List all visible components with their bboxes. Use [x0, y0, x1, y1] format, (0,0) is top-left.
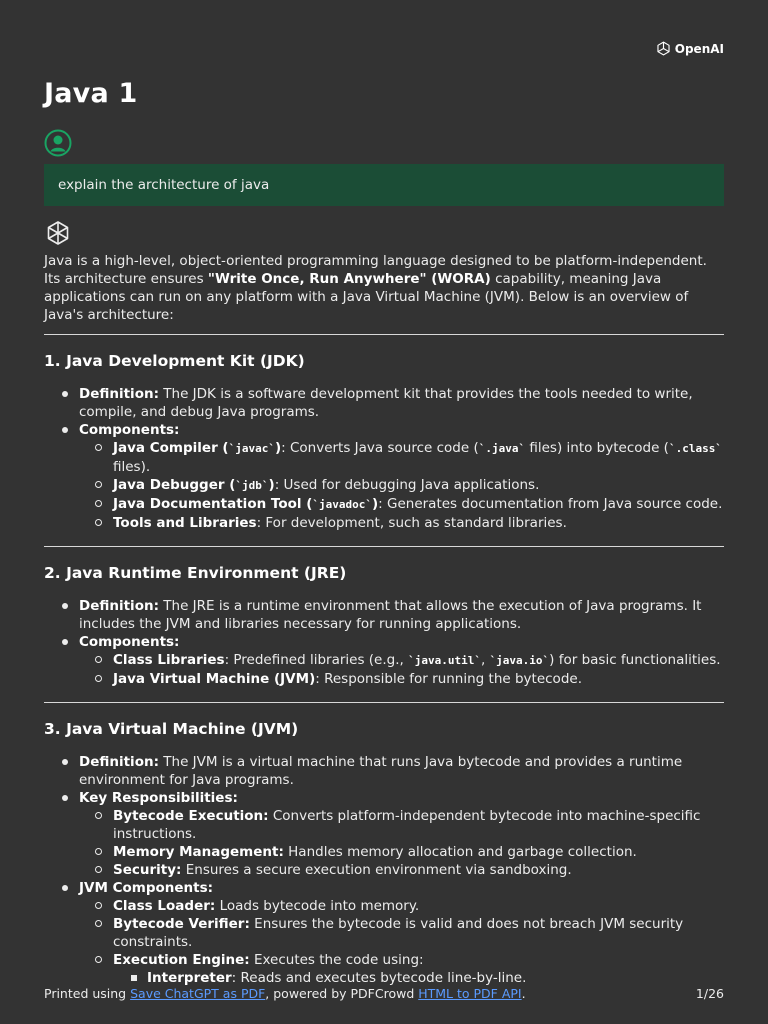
brand-name: OpenAI — [674, 41, 724, 56]
list-item: Java Compiler (`javac`): Converts Java source code (`.java` files) into bytecode (`.class` files). — [79, 439, 724, 476]
section-heading-jre: 2. Java Runtime Environment (JRE) — [44, 564, 347, 582]
list-item: Components: Class Libraries: Predefined libraries (e.g., `java.util`, `java.io`) for basic functionalities. Java Virtual Machine (JVM): Responsible for running the bytecode. — [44, 633, 724, 688]
chatgpt-avatar-icon — [44, 219, 72, 247]
list-item: Bytecode Execution: Converts platform-independent bytecode into machine-specific instructions. — [79, 807, 724, 843]
assistant-response — [44, 252, 724, 987]
brand — [655, 40, 724, 57]
list-item: Tools and Libraries: For development, such as standard libraries. — [79, 514, 724, 532]
user-prompt-text: explain the architecture of java — [58, 177, 270, 193]
list-item: Interpreter: Reads and executes bytecode line-by-line. — [113, 969, 724, 987]
page-title: Java 1 — [44, 78, 138, 109]
list-item: Bytecode Verifier: Ensures the bytecode is valid and does not breach JVM security constraints. — [79, 915, 724, 951]
list-item: Java Documentation Tool (`javadoc`): Generates documentation from Java source code. — [79, 495, 724, 514]
list-item: Components: Java Compiler (`javac`): Converts Java source code (`.java` files) into bytecode (`.class` files). Java Debugger (`jdb`): Used for debugging Java applications. Java Documentation Tool (`javadoc`): Generates documentation from Java source code. Tools and Libraries: For development, such as standard libraries. — [44, 421, 724, 532]
page-number: 1/26 — [695, 986, 724, 1001]
footer — [44, 986, 724, 1001]
list-item: Key Responsibilities: Bytecode Execution: Converts platform-independent bytecode into machine-specific instructions. Memory Management: Handles memory allocation and garbage collection. Security: Ensures a secure execution environment via sandboxing. — [44, 789, 724, 879]
list-item: Definition: The JRE is a runtime environment that allows the execution of Java programs. It includes the JVM and libraries necessary for running applications. — [44, 597, 724, 633]
list-item: Memory Management: Handles memory allocation and garbage collection. — [79, 843, 724, 861]
list-item: Definition: The JVM is a virtual machine that runs Java bytecode and provides a runtime environment for Java programs. — [44, 753, 724, 789]
user-avatar-icon — [44, 129, 72, 157]
divider — [44, 702, 724, 703]
list-item: Class Loader: Loads bytecode into memory. — [79, 897, 724, 915]
html-to-pdf-api-link[interactable]: HTML to PDF API — [418, 986, 522, 1001]
list-item: Execution Engine: Executes the code using: Interpreter: Reads and executes bytecode line-by-line. — [79, 951, 724, 987]
section-heading-jvm: 3. Java Virtual Machine (JVM) — [44, 720, 299, 738]
list-item: Class Libraries: Predefined libraries (e.g., `java.util`, `java.io`) for basic functionalities. — [79, 651, 724, 670]
section-heading-jdk: 1. Java Development Kit (JDK) — [44, 352, 305, 370]
save-chatgpt-pdf-link[interactable]: Save ChatGPT as PDF — [130, 986, 266, 1001]
intro-paragraph: Java is a high-level, object-oriented programming language designed to be platform-independent. Its architecture ensures "Write Once, Run Anywhere" (WORA) capability, meaning Java applications can run on any platform with a Java Virtual Machine (JVM). Below is an overview of Java's architecture: — [44, 253, 707, 323]
divider — [44, 334, 724, 335]
list-item: JVM Components: Class Loader: Loads bytecode into memory. Bytecode Verifier: Ensures the bytecode is valid and does not breach JVM security constraints. Execution Engine: Executes the code using: Interpreter: Reads and executes bytecode line-by-line. — [44, 879, 724, 987]
user-prompt — [44, 164, 724, 206]
footer-credit: Printed using Save ChatGPT as PDF, powered by PDFCrowd HTML to PDF API. — [44, 986, 526, 1001]
list-item: Security: Ensures a secure execution environment via sandboxing. — [79, 861, 724, 879]
list-item: Java Virtual Machine (JVM): Responsible for running the bytecode. — [79, 670, 724, 688]
openai-logo-icon — [655, 40, 672, 57]
list-item: Definition: The JDK is a software development kit that provides the tools needed to write, compile, and debug Java programs. — [44, 385, 724, 421]
list-item: Java Debugger (`jdb`): Used for debugging Java applications. — [79, 476, 724, 495]
divider — [44, 546, 724, 547]
